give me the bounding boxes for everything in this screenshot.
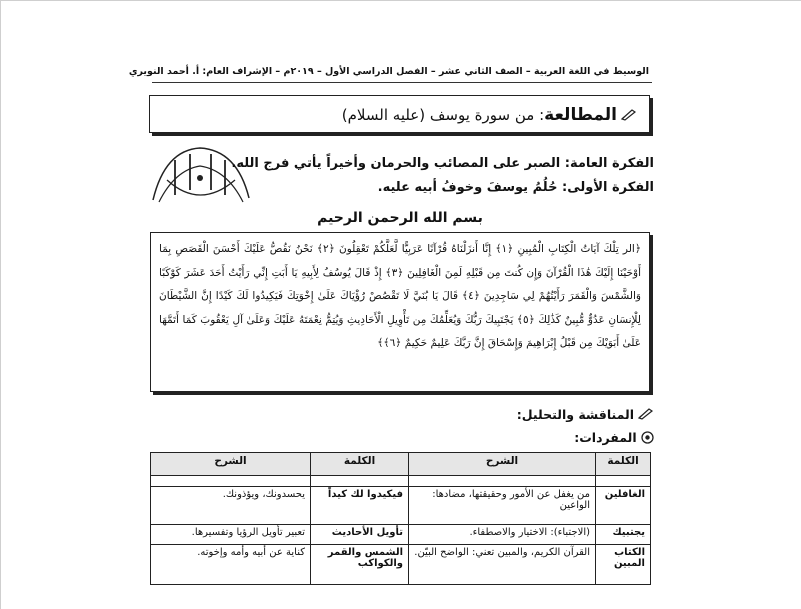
page-top-border bbox=[0, 0, 801, 1]
table-spacer bbox=[151, 476, 651, 487]
quran-calligraphy-emblem bbox=[145, 140, 255, 210]
vocab-word: يجتبيك bbox=[596, 525, 651, 545]
title-label: المطالعة bbox=[544, 105, 617, 125]
title-separator: : bbox=[539, 106, 545, 124]
pen-icon bbox=[621, 108, 637, 124]
first-idea-label: الفكرة الأولى: bbox=[562, 180, 654, 195]
table-row bbox=[151, 545, 651, 585]
vocab-title: المفردات: bbox=[574, 430, 637, 445]
discussion-title: المناقشة والتحليل: bbox=[516, 407, 634, 422]
vocab-word: الشمس والقمر والكواكب bbox=[311, 545, 409, 585]
vocab-header-meaning: الشرح bbox=[409, 453, 596, 476]
vocab-header-word: الكلمة bbox=[311, 453, 409, 476]
vocab-meaning: كناية عن أبيه وأمه وإخوته. bbox=[151, 545, 311, 585]
vocab-word: فيكيدوا لك كيداً bbox=[311, 487, 409, 525]
vocab-word: الغافلين bbox=[596, 487, 651, 525]
basmala: بسم الله الرحمن الرحيم bbox=[317, 210, 483, 226]
vocab-meaning: (الاجتباء): الاختيار والاصطفاء. bbox=[409, 525, 596, 545]
vocab-meaning: القرآن الكريم، والمبين تعني: الواضح البيّن. bbox=[409, 545, 596, 585]
target-bullet-icon bbox=[641, 431, 654, 447]
page-header: الوسيط في اللغة العربية – الصف الثاني عشر – الفصل الدراسي الأول – ٢٠١٩م – الإشراف العام: أ. أحمد النويري bbox=[128, 66, 649, 77]
vocab-word: تأويل الأحاديث bbox=[311, 525, 409, 545]
quran-verses-box bbox=[150, 232, 650, 392]
vocab-table bbox=[150, 452, 651, 585]
page-left-border bbox=[0, 0, 1, 609]
vocab-meaning: تعبير تأويل الرؤيا وتفسيرها. bbox=[151, 525, 311, 545]
table-row bbox=[151, 487, 651, 525]
first-idea bbox=[378, 180, 654, 195]
vocab-meaning: من يغفل عن الأمور وحقيقتها، مضادها: الواعين bbox=[409, 487, 596, 525]
vocab-meaning: يحسدونك، ويؤذونك. bbox=[151, 487, 311, 525]
discussion-heading bbox=[517, 407, 654, 423]
general-idea-text: الصبر على المصائب والحرمان وأخيراً يأتي فرج الله. bbox=[231, 156, 561, 171]
vocab-heading bbox=[574, 430, 654, 447]
vocab-word: الكتاب المبين bbox=[596, 545, 651, 585]
title-line bbox=[342, 105, 637, 125]
header-rule bbox=[152, 82, 652, 83]
general-idea-label: الفكرة العامة: bbox=[564, 156, 654, 171]
vocab-header-word: الكلمة bbox=[596, 453, 651, 476]
title-box bbox=[149, 95, 650, 133]
quran-verses-text: ﴿الر تِلْكَ آيَاتُ الْكِتَابِ الْمُبِينِ ﴿١﴾ إِنَّا أَنزَلْنَاهُ قُرْآنًا عَرَبِيًّا لَّعَلَّكُمْ تَعْقِلُونَ ﴿٢﴾ نَحْنُ نَقُصُّ عَلَيْكَ أَحْسَنَ الْقَصَصِ بِمَا أَوْحَيْنَا إِلَيْكَ هَٰذَا الْقُرْآنَ وَإِن كُنتَ مِن قَبْلِهِ لَمِنَ الْغَافِلِينَ ﴿٣﴾ إِذْ قَالَ يُوسُفُ لِأَبِيهِ يَا أَبَتِ إِنِّي رَأَيْتُ أَحَدَ عَشَرَ كَوْكَبًا وَالشَّمْسَ وَالْقَمَرَ رَأَيْتُهُمْ لِي سَاجِدِينَ ﴿٤﴾ قَالَ يَا بُنَيَّ لَا تَقْصُصْ رُؤْيَاكَ عَلَىٰ إِخْوَتِكَ فَيَكِيدُوا لَكَ كَيْدًا إِنَّ الشَّيْطَانَ لِلْإِنسَانِ عَدُوٌّ مُّبِينٌ كَذَٰلِكَ ﴿٥﴾ يَجْتَبِيكَ رَبُّكَ وَيُعَلِّمُكَ مِن تَأْوِيلِ الْأَحَادِيثِ وَيُتِمُّ نِعْمَتَهُ عَلَيْكَ وَعَلَىٰ آلِ يَعْقُوبَ كَمَا أَتَمَّهَا عَلَىٰ أَبَوَيْكَ مِن قَبْلُ إِبْرَاهِيمَ وَإِسْحَاقَ إِنَّ رَبَّكَ عَلِيمٌ حَكِيمٌ ﴿٦﴾﴾ bbox=[159, 243, 641, 349]
vocab-header-meaning: الشرح bbox=[151, 453, 311, 476]
pen-icon bbox=[638, 407, 654, 423]
table-row bbox=[151, 525, 651, 545]
vocab-header-row bbox=[151, 453, 651, 476]
first-idea-text: حُلُمُ يوسفَ وخوفُ أبيه عليه. bbox=[377, 180, 558, 195]
general-idea bbox=[231, 156, 654, 171]
title-subject: من سورة يوسف (عليه السلام) bbox=[341, 106, 535, 124]
